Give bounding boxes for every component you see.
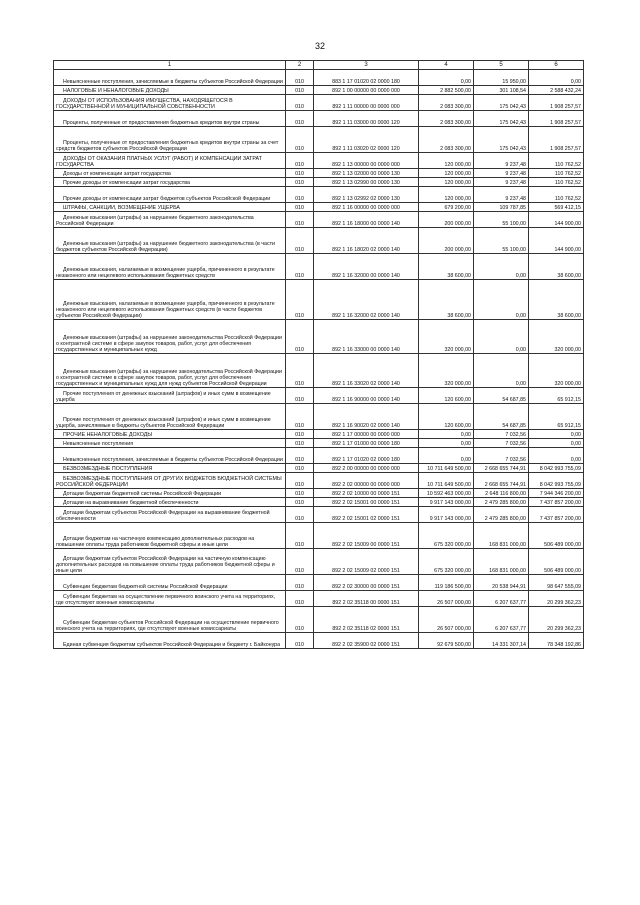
row-executed-cell: 168 831 000,00 <box>474 549 529 575</box>
row-budget-code-cell: 892 1 17 00000 00 0000 000 <box>314 430 419 439</box>
row-approved-cell: 320 000,00 <box>419 354 474 388</box>
row-remaining-cell: 38 600,00 <box>529 254 584 280</box>
row-approved-cell: 2 083 300,00 <box>419 111 474 127</box>
row-name-text: Прочие доходы от компенсации затрат бюджетов субъектов Российской Федерации <box>63 195 271 202</box>
row-name-cell <box>54 498 286 507</box>
row-approved-cell: 2 083 300,00 <box>419 95 474 111</box>
row-executed-cell: 0,00 <box>474 320 529 354</box>
row-remaining-cell: 7 437 857 200,00 <box>529 507 584 523</box>
row-name-cell <box>54 404 286 430</box>
row-approved-cell: 320 000,00 <box>419 320 474 354</box>
row-executed-cell: 14 331 307,14 <box>474 633 529 649</box>
row-name-text: Единая субвенция бюджетам субъектов Российской Федерации и бюджету г. Байконура <box>63 641 281 648</box>
row-executed-cell: 168 831 000,00 <box>474 523 529 549</box>
row-remaining-cell: 0,00 <box>529 439 584 448</box>
row-line-code-cell: 010 <box>286 127 314 153</box>
row-name-cell <box>54 448 286 464</box>
table-row <box>54 498 584 507</box>
row-remaining-cell: 38 600,00 <box>529 280 584 320</box>
table-row <box>54 127 584 153</box>
row-name-cell <box>54 153 286 169</box>
row-name-cell <box>54 633 286 649</box>
row-approved-cell: 675 320 000,00 <box>419 549 474 575</box>
row-name-text: Дотации бюджетам на частичную компенсацию дополнительных расходов на повышение оплаты труда работников бюджетной сферы и иные цели <box>56 535 255 548</box>
row-name-text: Субвенции бюджетам субъектов Российской Федерации на осуществление первичного воинского учета на территориях, где отсутствуют военные комиссариаты <box>56 619 279 632</box>
table-row <box>54 153 584 169</box>
table-row <box>54 354 584 388</box>
row-line-code-cell: 010 <box>286 489 314 498</box>
row-name-text: Денежные взыскания (штрафы) за нарушение бюджетного законодательства (в части бюджетов субъектов Российской Федерации) <box>56 240 275 253</box>
row-remaining-cell: 110 762,52 <box>529 178 584 187</box>
row-name-text: Прочие поступления от денежных взысканий (штрафов) и иных сумм в возмещение ущерба <box>56 390 271 403</box>
row-budget-code-cell: 892 1 11 03020 02 0000 120 <box>314 127 419 153</box>
row-remaining-cell: 569 412,15 <box>529 203 584 212</box>
row-approved-cell: 10 711 649 500,00 <box>419 473 474 489</box>
row-name-cell <box>54 591 286 607</box>
row-approved-cell: 120 000,00 <box>419 169 474 178</box>
row-executed-cell: 54 687,85 <box>474 388 529 404</box>
row-line-code-cell: 010 <box>286 404 314 430</box>
row-name-cell <box>54 280 286 320</box>
row-line-code-cell: 010 <box>286 388 314 404</box>
row-line-code-cell: 010 <box>286 354 314 388</box>
table-row <box>54 70 584 86</box>
row-budget-code-cell: 883 1 17 01020 02 0000 180 <box>314 70 419 86</box>
row-line-code-cell: 010 <box>286 633 314 649</box>
row-budget-code-cell: 892 2 02 15001 00 0000 151 <box>314 498 419 507</box>
row-budget-code-cell: 892 2 02 35118 02 0000 151 <box>314 607 419 633</box>
row-line-code-cell: 010 <box>286 111 314 127</box>
row-approved-cell: 679 200,00 <box>419 203 474 212</box>
row-line-code-cell: 010 <box>286 70 314 86</box>
row-line-code-cell: 010 <box>286 153 314 169</box>
row-remaining-cell: 65 912,15 <box>529 388 584 404</box>
row-name-cell <box>54 212 286 228</box>
row-budget-code-cell: 892 2 02 15001 02 0000 151 <box>314 507 419 523</box>
row-executed-cell: 9 237,48 <box>474 187 529 203</box>
table-row <box>54 507 584 523</box>
row-name-cell <box>54 473 286 489</box>
row-line-code-cell: 010 <box>286 439 314 448</box>
row-line-code-cell: 010 <box>286 448 314 464</box>
row-name-cell <box>54 178 286 187</box>
row-remaining-cell: 0,00 <box>529 70 584 86</box>
row-budget-code-cell: 892 1 00 00000 00 0000 000 <box>314 86 419 95</box>
table-body <box>54 70 584 649</box>
row-name-cell <box>54 228 286 254</box>
row-budget-code-cell: 892 1 16 32000 02 0000 140 <box>314 280 419 320</box>
table-header <box>54 61 584 70</box>
table-row <box>54 607 584 633</box>
row-name-cell <box>54 607 286 633</box>
row-name-text: Дотации бюджетам бюджетной системы Российской Федерации <box>63 490 222 497</box>
row-approved-cell: 119 186 500,00 <box>419 575 474 591</box>
table-row <box>54 203 584 212</box>
row-name-cell <box>54 254 286 280</box>
row-budget-code-cell: 892 2 02 00000 00 0000 000 <box>314 473 419 489</box>
row-budget-code-cell: 892 1 17 01020 02 0000 180 <box>314 448 419 464</box>
row-budget-code-cell: 892 1 16 00000 00 0000 000 <box>314 203 419 212</box>
row-line-code-cell: 010 <box>286 507 314 523</box>
row-approved-cell: 120 600,00 <box>419 388 474 404</box>
row-approved-cell: 0,00 <box>419 70 474 86</box>
row-remaining-cell: 110 762,52 <box>529 169 584 178</box>
row-budget-code-cell: 892 2 02 35900 02 0000 151 <box>314 633 419 649</box>
row-executed-cell: 6 207 637,77 <box>474 607 529 633</box>
table-row <box>54 228 584 254</box>
row-approved-cell: 120 600,00 <box>419 404 474 430</box>
column-header: 5 <box>474 61 529 70</box>
row-name-text: ПРОЧИЕ НЕНАЛОГОВЫЕ ДОХОДЫ <box>63 431 153 438</box>
row-name-cell <box>54 549 286 575</box>
row-name-text: Субвенции бюджетам бюджетной системы Российской Федерации <box>63 583 228 590</box>
row-approved-cell: 38 600,00 <box>419 254 474 280</box>
row-name-text: БЕЗВОЗМЕЗДНЫЕ ПОСТУПЛЕНИЯ <box>63 465 153 472</box>
row-approved-cell: 38 600,00 <box>419 280 474 320</box>
row-approved-cell: 2 882 500,00 <box>419 86 474 95</box>
row-approved-cell: 0,00 <box>419 448 474 464</box>
row-approved-cell: 0,00 <box>419 430 474 439</box>
row-line-code-cell: 010 <box>286 86 314 95</box>
row-executed-cell: 175 042,43 <box>474 95 529 111</box>
table-row <box>54 254 584 280</box>
table-row <box>54 169 584 178</box>
page-number: 32 <box>314 41 325 51</box>
row-approved-cell: 26 507 000,00 <box>419 607 474 633</box>
row-executed-cell: 7 032,56 <box>474 439 529 448</box>
row-executed-cell: 9 237,48 <box>474 169 529 178</box>
row-remaining-cell: 78 348 192,86 <box>529 633 584 649</box>
row-line-code-cell: 010 <box>286 187 314 203</box>
table-row <box>54 95 584 111</box>
row-executed-cell: 0,00 <box>474 280 529 320</box>
table-row <box>54 320 584 354</box>
row-line-code-cell: 010 <box>286 591 314 607</box>
row-remaining-cell: 65 912,15 <box>529 404 584 430</box>
row-name-cell <box>54 187 286 203</box>
row-executed-cell: 55 100,00 <box>474 228 529 254</box>
row-approved-cell: 675 320 000,00 <box>419 523 474 549</box>
row-remaining-cell: 506 489 000,00 <box>529 549 584 575</box>
row-line-code-cell: 010 <box>286 464 314 473</box>
row-remaining-cell: 110 762,52 <box>529 153 584 169</box>
row-remaining-cell: 2 588 432,24 <box>529 86 584 95</box>
row-name-cell <box>54 169 286 178</box>
column-header: 4 <box>419 61 474 70</box>
row-name-cell <box>54 95 286 111</box>
table-row <box>54 489 584 498</box>
row-name-cell <box>54 86 286 95</box>
row-approved-cell: 120 000,00 <box>419 153 474 169</box>
row-budget-code-cell: 892 1 16 90020 02 0000 140 <box>314 404 419 430</box>
budget-revenue-table <box>53 60 584 649</box>
row-name-text: Доходы от компенсации затрат государства <box>63 170 171 177</box>
row-line-code-cell: 010 <box>286 607 314 633</box>
row-line-code-cell: 010 <box>286 178 314 187</box>
row-executed-cell: 55 100,00 <box>474 212 529 228</box>
row-name-text: Субвенции бюджетам на осуществление первичного воинского учета на территориях, где отсутствуют военные комиссариаты <box>56 593 276 606</box>
row-approved-cell: 9 917 143 000,00 <box>419 507 474 523</box>
row-line-code-cell: 010 <box>286 549 314 575</box>
row-remaining-cell: 8 042 993 755,09 <box>529 464 584 473</box>
row-remaining-cell: 1 908 257,57 <box>529 127 584 153</box>
row-remaining-cell: 7 437 857 200,00 <box>529 498 584 507</box>
row-remaining-cell: 1 908 257,57 <box>529 95 584 111</box>
row-executed-cell: 2 668 655 744,91 <box>474 464 529 473</box>
row-name-cell <box>54 203 286 212</box>
row-executed-cell: 2 479 285 800,00 <box>474 507 529 523</box>
row-remaining-cell: 0,00 <box>529 430 584 439</box>
row-name-text: Проценты, полученные от предоставления бюджетных кредитов внутри страны за счет средств бюджетов субъектов Российской Федерации <box>56 139 279 152</box>
table-row <box>54 388 584 404</box>
table-row <box>54 439 584 448</box>
row-budget-code-cell: 892 1 16 33000 00 0000 140 <box>314 320 419 354</box>
row-approved-cell: 120 000,00 <box>419 178 474 187</box>
row-name-text: ДОХОДЫ ОТ ИСПОЛЬЗОВАНИЯ ИМУЩЕСТВА, НАХОДЯЩЕГОСЯ В ГОСУДАРСТВЕННОЙ И МУНИЦИПАЛЬНОЙ СОБСТВЕННОСТИ <box>56 97 233 110</box>
row-line-code-cell: 010 <box>286 473 314 489</box>
row-budget-code-cell: 892 1 13 02992 02 0000 130 <box>314 187 419 203</box>
row-line-code-cell: 010 <box>286 430 314 439</box>
table-row <box>54 178 584 187</box>
row-line-code-cell: 010 <box>286 228 314 254</box>
row-line-code-cell: 010 <box>286 280 314 320</box>
row-approved-cell: 200 000,00 <box>419 212 474 228</box>
row-executed-cell: 2 479 285 800,00 <box>474 498 529 507</box>
row-line-code-cell: 010 <box>286 575 314 591</box>
row-executed-cell: 20 538 944,91 <box>474 575 529 591</box>
row-budget-code-cell: 892 1 16 18020 02 0000 140 <box>314 228 419 254</box>
row-executed-cell: 175 042,43 <box>474 127 529 153</box>
row-executed-cell: 2 648 116 800,00 <box>474 489 529 498</box>
table-row <box>54 280 584 320</box>
row-approved-cell: 92 679 500,00 <box>419 633 474 649</box>
table-row <box>54 111 584 127</box>
row-name-text: Дотации на выравнивание бюджетной обеспеченности <box>63 499 199 506</box>
row-name-cell <box>54 430 286 439</box>
row-executed-cell: 9 237,48 <box>474 178 529 187</box>
row-remaining-cell: 1 908 257,57 <box>529 111 584 127</box>
row-budget-code-cell: 892 2 02 35118 00 0000 151 <box>314 591 419 607</box>
row-name-text: Дотации бюджетам субъектов Российской Федерации на выравнивание бюджетной обеспеченности <box>56 509 270 522</box>
row-budget-code-cell: 892 1 13 02000 00 0000 130 <box>314 169 419 178</box>
row-executed-cell: 0,00 <box>474 254 529 280</box>
row-remaining-cell: 144 900,00 <box>529 212 584 228</box>
row-executed-cell: 15 950,00 <box>474 70 529 86</box>
row-executed-cell: 109 787,85 <box>474 203 529 212</box>
row-name-text: Дотации бюджетам субъектов Российской Федерации на частичную компенсацию дополнительных расходов на повышение оплаты труда работников бюджетной сферы и иные цели <box>56 555 275 574</box>
row-name-cell <box>54 489 286 498</box>
row-executed-cell: 9 237,48 <box>474 153 529 169</box>
row-executed-cell: 0,00 <box>474 354 529 388</box>
row-name-text: Прочие поступления от денежных взысканий (штрафов) и иных сумм в возмещение ущерба, зачисляемые в бюджеты субъектов Российской Федерации <box>56 416 271 429</box>
row-name-text: Денежные взыскания, налагаемые в возмещение ущерба, причиненного в результате незаконного или нецелевого использования бюджетных средств (в части бюджетов субъектов Российской Федерации) <box>56 300 275 319</box>
row-name-text: Денежные взыскания, налагаемые в возмещение ущерба, причиненного в результате незаконного или нецелевого использования бюджетных средств <box>56 266 275 279</box>
table-row <box>54 575 584 591</box>
table-row <box>54 523 584 549</box>
column-header: 6 <box>529 61 584 70</box>
row-name-text: Проценты, полученные от предоставления бюджетных кредитов внутри страны <box>63 119 260 126</box>
row-name-text: Денежные взыскания (штрафы) за нарушение законодательства Российской Федерации о контрактной системе в сфере закупок товаров, работ, услуг для обеспечения государственных и муниципальных нужд <box>56 334 282 353</box>
row-remaining-cell: 0,00 <box>529 448 584 464</box>
row-approved-cell: 200 000,00 <box>419 228 474 254</box>
row-name-text: ДОХОДЫ ОТ ОКАЗАНИЯ ПЛАТНЫХ УСЛУГ (РАБОТ) И КОМПЕНСАЦИИ ЗАТРАТ ГОСУДАРСТВА <box>56 155 262 168</box>
row-executed-cell: 7 032,56 <box>474 430 529 439</box>
row-budget-code-cell: 892 2 00 00000 00 0000 000 <box>314 464 419 473</box>
row-name-text: Денежные взыскания (штрафы) за нарушение бюджетного законодательства Российской Федерации <box>56 214 254 227</box>
row-budget-code-cell: 892 1 11 00000 00 0000 000 <box>314 95 419 111</box>
table-row <box>54 212 584 228</box>
row-remaining-cell: 320 000,00 <box>529 320 584 354</box>
row-executed-cell: 54 687,85 <box>474 404 529 430</box>
row-budget-code-cell: 892 1 16 90000 00 0000 140 <box>314 388 419 404</box>
row-budget-code-cell: 892 2 02 15009 00 0000 151 <box>314 523 419 549</box>
row-budget-code-cell: 892 2 02 15009 02 0000 151 <box>314 549 419 575</box>
row-budget-code-cell: 892 1 13 00000 00 0000 000 <box>314 153 419 169</box>
row-executed-cell: 301 108,54 <box>474 86 529 95</box>
row-name-cell <box>54 127 286 153</box>
table-row <box>54 187 584 203</box>
row-name-text: Невыясненные поступления <box>63 440 134 447</box>
table-row <box>54 448 584 464</box>
row-budget-code-cell: 892 1 16 18000 00 0000 140 <box>314 212 419 228</box>
row-name-cell <box>54 507 286 523</box>
table-row <box>54 404 584 430</box>
row-budget-code-cell: 892 1 16 33020 02 0000 140 <box>314 354 419 388</box>
table-row <box>54 430 584 439</box>
row-line-code-cell: 010 <box>286 169 314 178</box>
row-approved-cell: 2 083 300,00 <box>419 127 474 153</box>
row-line-code-cell: 010 <box>286 498 314 507</box>
row-name-text: БЕЗВОЗМЕЗДНЫЕ ПОСТУПЛЕНИЯ ОТ ДРУГИХ БЮДЖЕТОВ БЮДЖЕТНОЙ СИСТЕМЫ РОССИЙСКОЙ ФЕДЕРАЦИИ <box>56 475 282 488</box>
row-remaining-cell: 8 042 993 755,09 <box>529 473 584 489</box>
header-row <box>54 61 584 70</box>
row-budget-code-cell: 892 1 13 02990 00 0000 130 <box>314 178 419 187</box>
row-name-text: Денежные взыскания (штрафы) за нарушение законодательства Российской Федерации о контрактной системе в сфере закупок товаров, работ, услуг для обеспечения государственных и муниципальных нужд для нужд субъектов Российской Федерации <box>56 368 282 387</box>
row-remaining-cell: 144 900,00 <box>529 228 584 254</box>
row-remaining-cell: 20 299 362,23 <box>529 607 584 633</box>
row-approved-cell: 10 711 649 500,00 <box>419 464 474 473</box>
row-name-cell <box>54 523 286 549</box>
row-name-cell <box>54 70 286 86</box>
row-remaining-cell: 20 299 362,23 <box>529 591 584 607</box>
column-header: 2 <box>286 61 314 70</box>
row-remaining-cell: 320 000,00 <box>529 354 584 388</box>
column-header: 1 <box>54 61 286 70</box>
row-approved-cell: 26 507 000,00 <box>419 591 474 607</box>
row-remaining-cell: 7 944 346 200,00 <box>529 489 584 498</box>
row-line-code-cell: 010 <box>286 203 314 212</box>
row-budget-code-cell: 892 1 16 32000 00 0000 140 <box>314 254 419 280</box>
row-remaining-cell: 110 762,52 <box>529 187 584 203</box>
table-row <box>54 86 584 95</box>
row-executed-cell: 7 032,56 <box>474 448 529 464</box>
row-budget-code-cell: 892 1 11 03000 00 0000 120 <box>314 111 419 127</box>
row-name-text: Невыясненные поступления, зачисляемые в бюджеты субъектов Российской Федерации <box>63 456 283 463</box>
table-row <box>54 464 584 473</box>
row-line-code-cell: 010 <box>286 320 314 354</box>
row-approved-cell: 120 000,00 <box>419 187 474 203</box>
row-name-cell <box>54 575 286 591</box>
row-approved-cell: 10 592 463 000,00 <box>419 489 474 498</box>
row-line-code-cell: 010 <box>286 254 314 280</box>
row-line-code-cell: 010 <box>286 212 314 228</box>
row-name-cell <box>54 111 286 127</box>
row-budget-code-cell: 892 1 17 01000 00 0000 180 <box>314 439 419 448</box>
row-executed-cell: 175 042,43 <box>474 111 529 127</box>
row-name-cell <box>54 439 286 448</box>
row-name-cell <box>54 354 286 388</box>
row-name-cell <box>54 464 286 473</box>
row-executed-cell: 6 207 637,77 <box>474 591 529 607</box>
table-row <box>54 591 584 607</box>
table-row <box>54 633 584 649</box>
row-remaining-cell: 506 489 000,00 <box>529 523 584 549</box>
row-line-code-cell: 010 <box>286 95 314 111</box>
column-header: 3 <box>314 61 419 70</box>
row-budget-code-cell: 892 2 02 10000 00 0000 151 <box>314 489 419 498</box>
row-name-text: Прочие доходы от компенсации затрат государства <box>63 179 190 186</box>
row-executed-cell: 2 668 655 744,91 <box>474 473 529 489</box>
row-name-cell <box>54 388 286 404</box>
row-name-text: ШТРАФЫ, САНКЦИИ, ВОЗМЕЩЕНИЕ УЩЕРБА <box>63 204 180 211</box>
row-remaining-cell: 98 647 555,09 <box>529 575 584 591</box>
row-line-code-cell: 010 <box>286 523 314 549</box>
row-name-text: Невыясненные поступления, зачисляемые в бюджеты субъектов Российской Федерации <box>63 78 283 85</box>
table-row <box>54 549 584 575</box>
row-budget-code-cell: 892 2 02 30000 00 0000 151 <box>314 575 419 591</box>
table-row <box>54 473 584 489</box>
row-approved-cell: 0,00 <box>419 439 474 448</box>
row-name-cell <box>54 320 286 354</box>
row-approved-cell: 9 917 143 000,00 <box>419 498 474 507</box>
row-name-text: НАЛОГОВЫЕ И НЕНАЛОГОВЫЕ ДОХОДЫ <box>63 87 169 94</box>
